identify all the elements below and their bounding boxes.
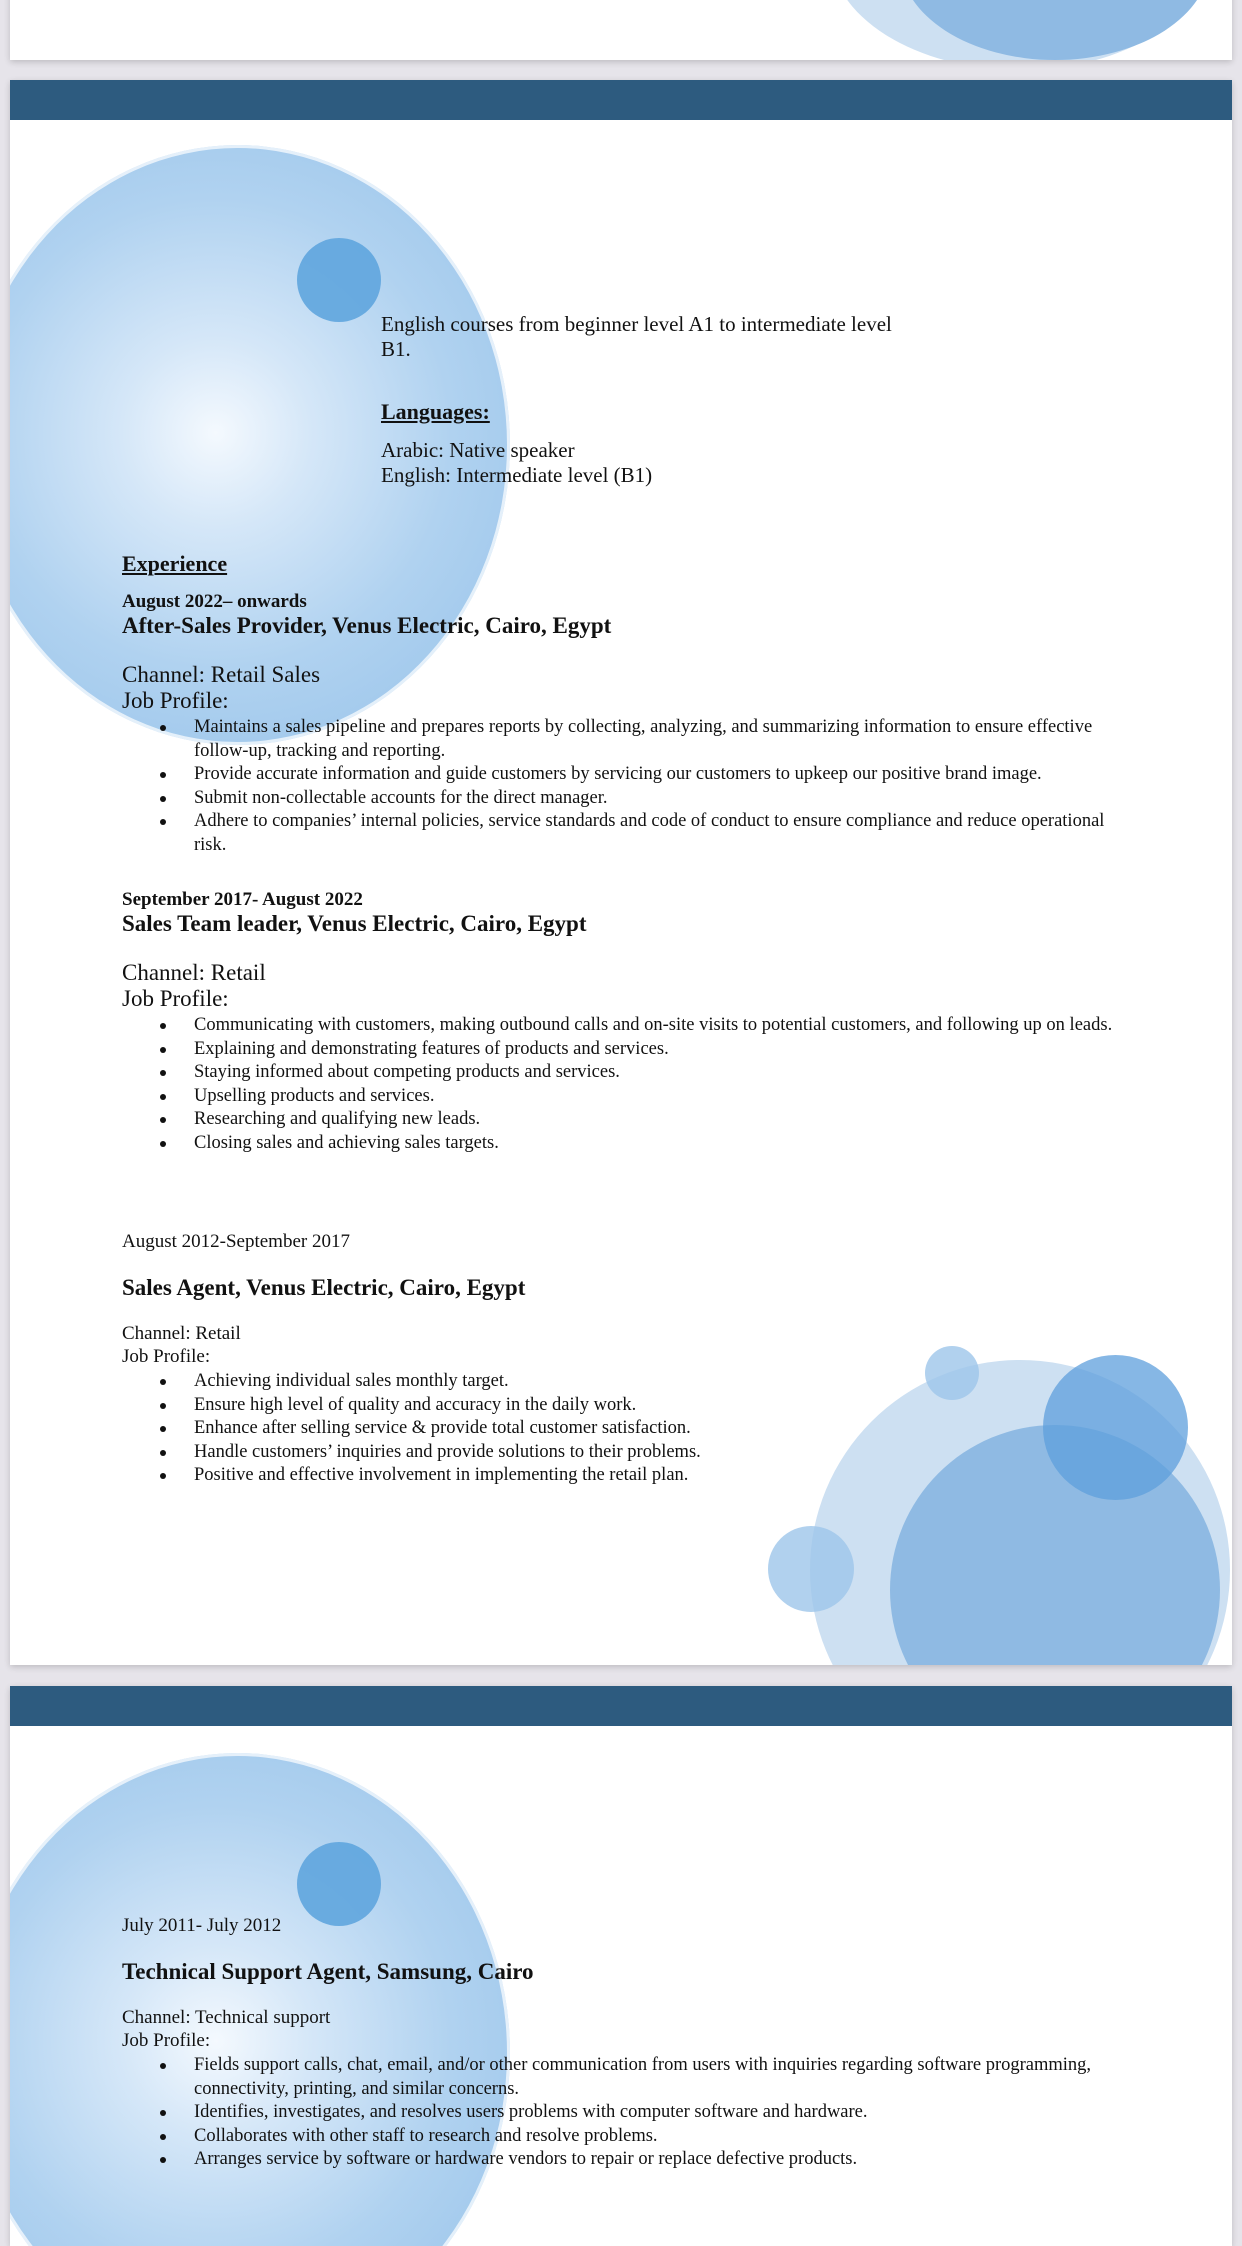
- language-english: English: Intermediate level (B1): [381, 463, 653, 487]
- list-item: Staying informed about competing products and services.: [194, 1061, 1134, 1085]
- job-3-channel: Channel: Retail: [122, 1323, 241, 1344]
- job-2-bullets: [194, 1014, 1134, 1155]
- list-item: Arranges service by software or hardware vendors to repair or replace defective products.: [194, 2148, 1094, 2172]
- job-1-title: After-Sales Provider, Venus Electric, Cairo, Egypt: [122, 613, 612, 638]
- list-item: Adhere to companies’ internal policies, service standards and code of conduct to ensure compliance and reduce operational risk.: [194, 810, 1134, 857]
- job-3-date: August 2012-September 2017: [122, 1231, 350, 1252]
- experience-heading: Experience: [122, 551, 228, 576]
- page-fragment-top: [10, 0, 1232, 60]
- job-4-profile-label: Job Profile:: [122, 2030, 211, 2051]
- job-4-channel: Channel: Technical support: [122, 2007, 331, 2028]
- list-item: Researching and qualifying new leads.: [194, 1108, 1134, 1132]
- job-1-bullets: [194, 716, 1134, 857]
- job-2-profile-label: Job Profile:: [122, 986, 229, 1011]
- job-4-date: July 2011- July 2012: [122, 1915, 282, 1936]
- list-item: Achieving individual sales monthly target.: [194, 1370, 914, 1394]
- list-item: Fields support calls, chat, email, and/or other communication from users with inquiries regarding software programming, connectivity, printing, and similar concerns.: [194, 2054, 1094, 2101]
- page-3-content: [10, 1686, 1232, 2246]
- courses-line-1: English courses from beginner level A1 to intermediate level: [381, 312, 892, 336]
- page-2-content: [10, 80, 1232, 1665]
- job-1-profile-label: Job Profile:: [122, 688, 229, 713]
- list-item: Closing sales and achieving sales targets.: [194, 1132, 1134, 1156]
- list-item: Provide accurate information and guide customers by servicing our customers to upkeep our positive brand image.: [194, 763, 1134, 787]
- job-1-date: August 2022– onwards: [122, 591, 307, 612]
- list-item: Enhance after selling service & provide total customer satisfaction.: [194, 1417, 914, 1441]
- job-1-channel: Channel: Retail Sales: [122, 662, 321, 687]
- resume-page-3: [10, 1686, 1232, 2246]
- courses-line-2: B1.: [381, 337, 411, 361]
- job-2-date: September 2017- August 2022: [122, 889, 363, 910]
- list-item: Handle customers’ inquiries and provide solutions to their problems.: [194, 1441, 914, 1465]
- list-item: Collaborates with other staff to research and resolve problems.: [194, 2125, 1094, 2149]
- list-item: Positive and effective involvement in implementing the retail plan.: [194, 1464, 914, 1488]
- list-item: Upselling products and services.: [194, 1085, 1134, 1109]
- list-item: Communicating with customers, making outbound calls and on-site visits to potential customers, and following up on leads.: [194, 1014, 1134, 1038]
- list-item: Ensure high level of quality and accuracy in the daily work.: [194, 1394, 914, 1418]
- job-2-channel: Channel: Retail: [122, 960, 266, 985]
- job-4-bullets: [194, 2054, 1094, 2172]
- job-2-title: Sales Team leader, Venus Electric, Cairo, Egypt: [122, 911, 587, 936]
- job-3-profile-label: Job Profile:: [122, 1346, 211, 1367]
- resume-page-2: [10, 80, 1232, 1665]
- languages-heading: Languages:: [381, 399, 490, 424]
- list-item: Submit non-collectable accounts for the direct manager.: [194, 787, 1134, 811]
- job-4-title: Technical Support Agent, Samsung, Cairo: [122, 1959, 534, 1984]
- list-item: Explaining and demonstrating features of products and services.: [194, 1038, 1134, 1062]
- list-item: Maintains a sales pipeline and prepares reports by collecting, analyzing, and summarizing information to ensure effective follow-up, tracking and reporting.: [194, 716, 1134, 763]
- language-arabic: Arabic: Native speaker: [381, 438, 575, 462]
- job-3-bullets: [194, 1370, 914, 1488]
- job-3-title: Sales Agent, Venus Electric, Cairo, Egypt: [122, 1275, 526, 1300]
- list-item: Identifies, investigates, and resolves users problems with computer software and hardware.: [194, 2101, 1094, 2125]
